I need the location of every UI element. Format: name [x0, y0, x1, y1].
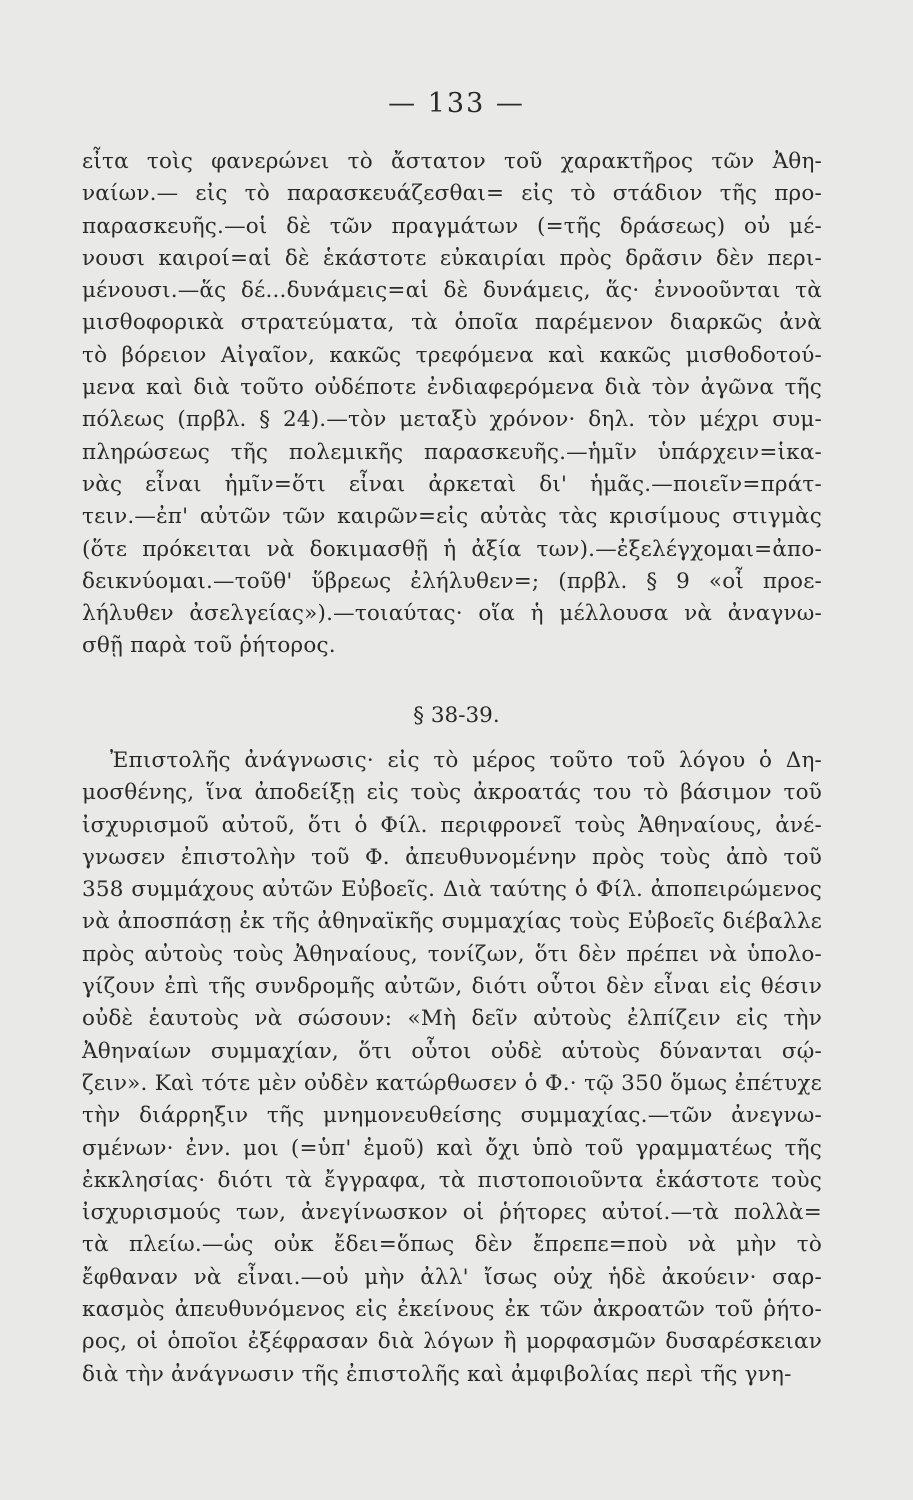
text-line: σθῇ παρὰ τοῦ ῥήτορος.	[82, 633, 336, 659]
text-line: ἰσχυρισμούς των, ἀνεγίνωσκον οἱ ῥήτορες αὐτοί.—τὰ πολλὰ=	[82, 1200, 822, 1226]
text-line: εἶτα τοὶς φανερώνει τὸ ἄστατον τοῦ χαρακτῆρος τῶν Ἀθη-	[82, 149, 822, 174]
text-line: νουσι καιροί=αἱ δὲ ἑκάστοτε εὐκαιρίαι πρὸς δρᾶσιν δὲν περι-	[82, 245, 822, 271]
text-line: μένουσι.—ἅς δέ...δυνάμεις=αἱ δὲ δυνάμεις, ἅς· ἐννοοῦνται τὰ	[82, 278, 822, 304]
text-line: τὸ βόρειον Αἰγαῖον, κακῶς τρεφόμενα καὶ κακῶς μισθοδοτού-	[82, 342, 822, 368]
section-heading: § 38-39.	[413, 703, 500, 728]
text-line: Ἐπιστολῆς ἀνάγνωσις· εἰς τὸ μέρος τοῦτο τοῦ λόγου ὁ Δη-	[110, 748, 822, 773]
text-line: (ὅτε πρόκειται νὰ δοκιμασθῇ ἡ ἀξία των).—ἐξελέγχομαι=ἀπο-	[82, 536, 822, 562]
text-line: σμένων· ἐνν. μοι (=ὑπ' ἐμοῦ) καὶ ὄχι ὑπὸ τοῦ γραμματέως τῆς	[82, 1135, 822, 1161]
text-line: ἐκκλησίας· διότι τὰ ἔγγραφα, τὰ πιστοποιοῦντα ἑκάστοτε τοὺς	[82, 1167, 822, 1193]
text-line: παρασκευῆς.—οἱ δὲ τῶν πραγμάτων (=τῆς δράσεως) οὐ μέ-	[82, 213, 822, 239]
text-line: τειν.—ἐπ' αὐτῶν τῶν καιρῶν=εἰς αὐτὰς τὰς κρισίμους στιγμὰς	[82, 504, 822, 530]
text-line: 358 συμμάχους αὐτῶν Εὐβοεῖς. Διὰ ταύτης ὁ Φίλ. ἀποπειρώμενος	[82, 877, 822, 903]
text-line: πρὸς αὐτοὺς τοὺς Ἀθηναίους, τονίζων, ὅτι δὲν πρέπει νὰ ὑπολο-	[82, 941, 822, 967]
text-line: ἰσχυρισμοῦ αὐτοῦ, ὅτι ὁ Φίλ. περιφρονεῖ τοὺς Ἀθηναίους, ἀνέ-	[82, 812, 822, 838]
text-line: νὰ ἀποσπάσῃ ἐκ τῆς ἀθηναϊκῆς συμμαχίας τοὺς Εὐβοεῖς διέβαλλε	[82, 909, 822, 935]
paragraph-1	[82, 146, 822, 663]
paragraph-2	[82, 745, 822, 1391]
text-line: διὰ τὴν ἀνάγνωσιν τῆς ἐπιστολῆς καὶ ἀμφιβολίας περὶ τῆς γνη-	[82, 1361, 792, 1387]
text-line: τὰ πλείω.—ὡς οὐκ ἔδει=ὅπως δὲν ἔπρεπε=ποὺ νὰ μὴν τὸ	[82, 1232, 822, 1258]
text-line: δεικνύομαι.—τοῦθ' ὕβρεως ἐλήλυθεν=; (πρβλ. § 9 «οἷ προε-	[82, 568, 822, 594]
text-line: μοσθένης, ἵνα ἀποδείξῃ εἰς τοὺς ἀκροατάς του τὸ βάσιμον τοῦ	[82, 780, 822, 806]
text-line: Ἀθηναίων συμμαχίαν, ὅτι οὗτοι οὐδὲ αὑτοὺς δύνανται σῴ-	[82, 1038, 822, 1064]
text-line: ρος, οἱ ὁποῖοι ἐξέφρασαν διὰ λόγων ἢ μορφασμῶν δυσαρέσκειαν	[82, 1329, 822, 1355]
text-line: πληρώσεως τῆς πολεμικῆς παρασκευῆς.—ἡμῖν ὑπάρχειν=ἱκα-	[82, 439, 822, 465]
text-line: τὴν διάρρηξιν τῆς μνημονευθείσης συμμαχίας.—τῶν ἀνεγνω-	[82, 1103, 822, 1129]
text-line: ναίων.— εἰς τὸ παρασκευάζεσθαι= εἰς τὸ στάδιον τῆς προ-	[82, 181, 822, 207]
text-line: ἔφθαναν νὰ εἶναι.—οὐ μὴν ἀλλ' ἴσως οὐχ ἡδὲ ἀκούειν· σαρ-	[82, 1264, 822, 1290]
page-number: — 133 —	[388, 88, 525, 119]
text-line: γνωσεν ἐπιστολὴν τοῦ Φ. ἀπευθυνομένην πρὸς τοὺς ἀπὸ τοῦ	[82, 844, 822, 870]
text-line: νὰς εἶναι ἡμῖν=ὅτι εἶναι ἀρκεταὶ δι' ἡμᾶς.—ποιεῖν=πράτ-	[82, 471, 822, 497]
text-line: λήλυθεν ἀσελγείας»).—τοιαύτας· οἵα ἡ μέλλουσα νὰ ἀναγνω-	[82, 601, 822, 627]
text-line: οὐδὲ ἑαυτοὺς νὰ σώσουν: «Μὴ δεῖν αὐτοὺς ἐλπίζειν εἰς τὴν	[82, 1006, 822, 1032]
text-line: κασμὸς ἀπευθυνόμενος εἰς ἐκείνους ἐκ τῶν ἀκροατῶν τοῦ ῥήτο-	[82, 1297, 822, 1323]
text-line: μενα καὶ διὰ τοῦτο οὐδέποτε ἐνδιαφερόμενα διὰ τὸν ἀγῶνα τῆς	[82, 375, 822, 401]
text-line: μισθοφορικὰ στρατεύματα, τὰ ὁποῖα παρέμενον διαρκῶς ἀνὰ	[82, 310, 822, 336]
text-line: γίζουν ἐπὶ τῆς συνδρομῆς αὐτῶν, διότι οὗτοι δὲν εἶναι εἰς θέσιν	[82, 974, 822, 1000]
text-line: πόλεως (πρβλ. § 24).—τὸν μεταξὺ χρόνον· δηλ. τὸν μέχρι συμ-	[82, 407, 822, 433]
text-line: ζειν». Καὶ τότε μὲν οὐδὲν κατώρθωσεν ὁ Φ.· τῷ 350 ὅμως ἐπέτυχε	[82, 1070, 822, 1096]
